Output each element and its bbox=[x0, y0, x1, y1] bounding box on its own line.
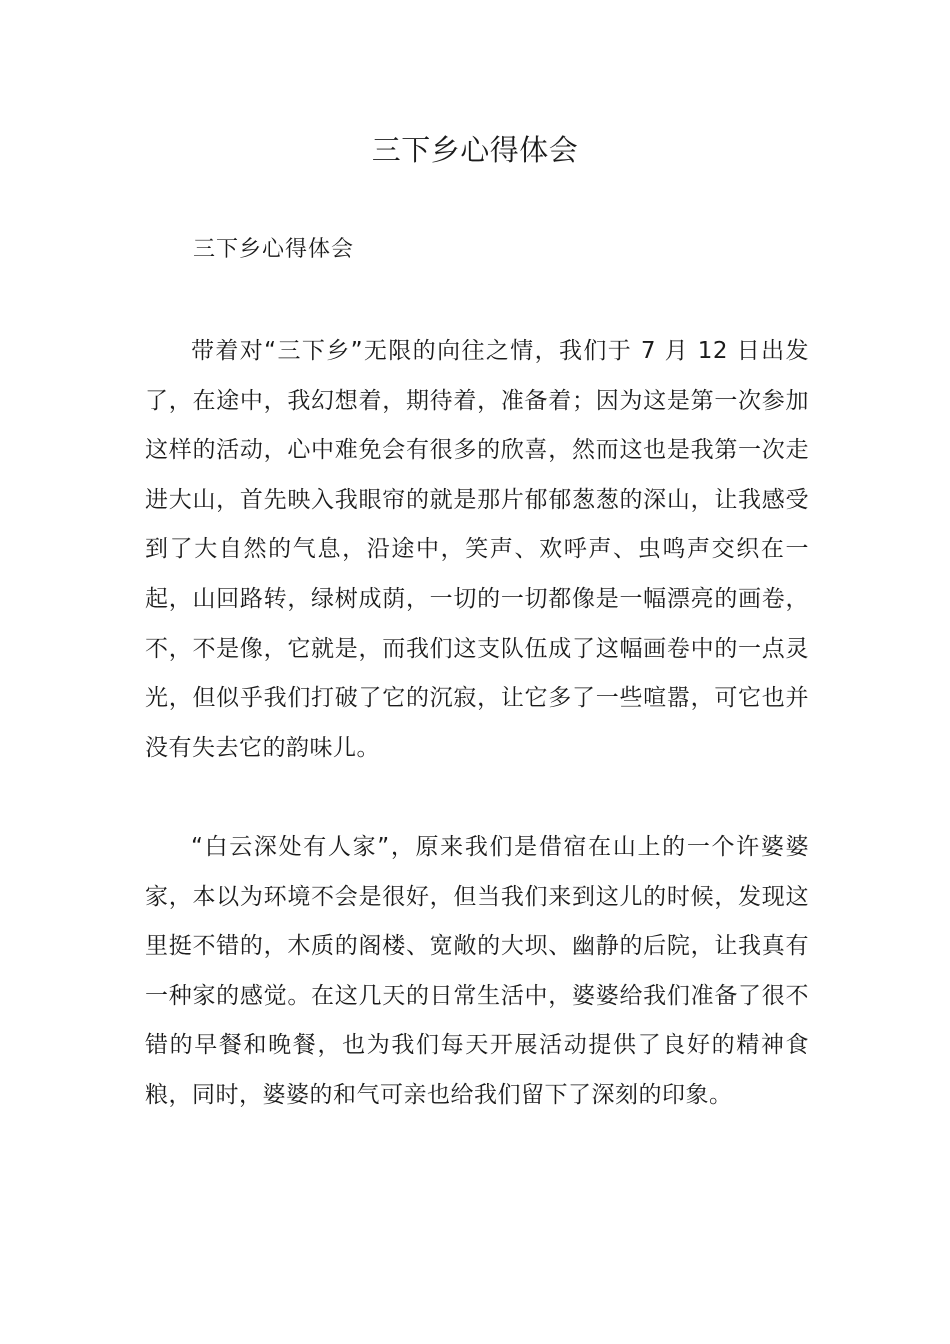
document-subtitle: 三下乡心得体会 bbox=[193, 237, 355, 262]
paragraph-1: 带着对“三下乡”无限的向往之情，我们于 7 月 12 日出发了，在途中，我幻想着，期待着，准备着；因为这是第一次参加这样的活动，心中难免会有很多的欣喜，然而这也是我第一次走进大山，首先映入我眼帘的就是那片郁郁葱葱的深山，让我感受到了大自然的气息，沿途中，笑声、欢呼声、虫鸣声交织在一起，山回路转，绿树成荫，一切的一切都像是一幅漂亮的画卷，不，不是像，它就是，而我们这支队伍成了这幅画卷中的一点灵光，但似乎我们打破了它的沉寂，让它多了一些喧嚣，可它也并没有失去它的韵味儿。 bbox=[145, 338, 809, 761]
paragraph-2: “白云深处有人家”，原来我们是借宿在山上的一个许婆婆家，本以为环境不会是很好，但当我们来到这儿的时候，发现这里挺不错的，木质的阁楼、宽敞的大坝、幽静的后院，让我真有一种家的感觉。在这几天的日常生活中，婆婆给我们准备了很不错的早餐和晚餐，也为我们每天开展活动提供了良好的精神食粮，同时，婆婆的和气可亲也给我们留下了深刻的印象。 bbox=[145, 834, 809, 1108]
document-title: 三下乡心得体会 bbox=[371, 133, 579, 167]
